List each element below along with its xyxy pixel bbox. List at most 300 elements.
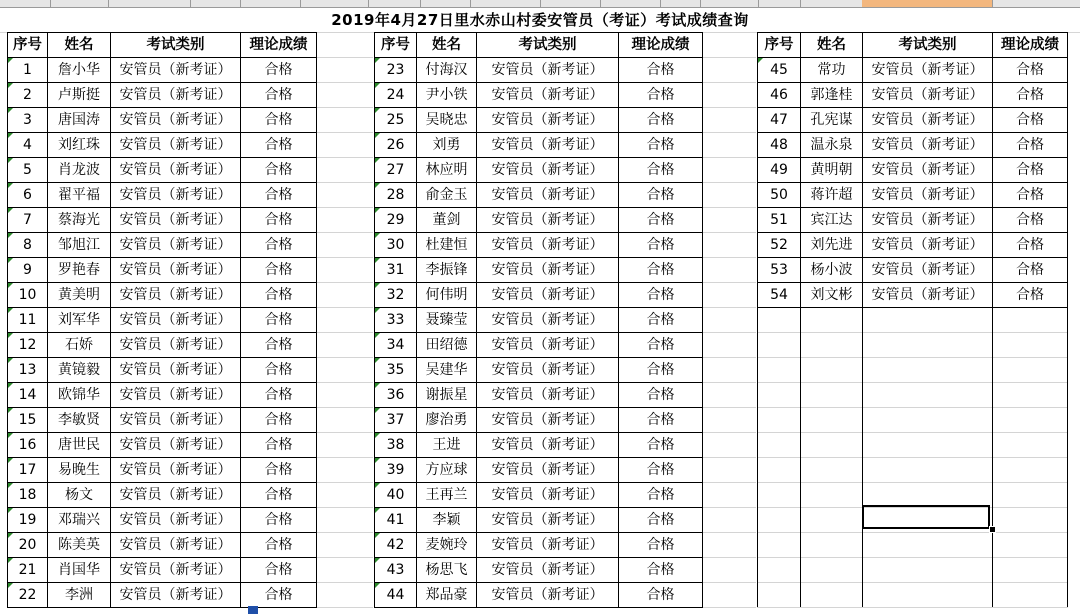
table-cell-score[interactable]: 合格 <box>646 412 675 428</box>
table-cell-score[interactable]: 合格 <box>646 312 675 328</box>
table-cell-name[interactable]: 麦婉玲 <box>425 537 468 553</box>
table-cell-type[interactable]: 安管员（新考证） <box>119 312 232 328</box>
table-cell-seq[interactable]: 24 <box>386 87 405 103</box>
table-cell-type[interactable]: 安管员（新考证） <box>491 387 604 403</box>
table-cell-seq[interactable]: 42 <box>386 537 405 553</box>
table-cell-name[interactable]: 肖龙波 <box>58 162 100 178</box>
table-cell-type[interactable]: 安管员（新考证） <box>491 212 604 228</box>
table-cell-type[interactable]: 安管员（新考证） <box>491 337 604 353</box>
title-row <box>0 8 1080 33</box>
table-cell-name[interactable]: 杨文 <box>65 487 93 503</box>
header-type: 考试类别 <box>898 37 957 53</box>
table-cell-score[interactable]: 合格 <box>646 237 675 253</box>
table-cell-type[interactable]: 安管员（新考证） <box>871 287 984 303</box>
column-header-divider <box>50 0 51 7</box>
table-cell-seq[interactable]: 34 <box>386 337 405 353</box>
gridline <box>703 232 756 233</box>
table-cell-type[interactable]: 安管员（新考证） <box>119 587 232 603</box>
table-cell-name[interactable]: 刘文彬 <box>810 287 853 303</box>
table-cell-score[interactable]: 合格 <box>264 537 293 553</box>
column-header-divider <box>190 0 191 7</box>
table-cell-score[interactable]: 合格 <box>1016 287 1044 303</box>
table-cell-seq[interactable]: 9 <box>23 262 32 278</box>
table-cell-type[interactable]: 安管员（新考证） <box>119 62 232 78</box>
fill-handle[interactable] <box>989 526 996 533</box>
table-cell-type[interactable]: 安管员（新考证） <box>119 412 232 428</box>
table-cell-name[interactable]: 何伟明 <box>425 287 468 303</box>
gridline <box>703 157 756 158</box>
number-as-text-indicator-icon <box>8 233 13 238</box>
table-cell-seq[interactable]: 30 <box>386 237 405 253</box>
table-cell-type[interactable]: 安管员（新考证） <box>119 537 232 553</box>
table-cell-score[interactable]: 合格 <box>264 112 293 128</box>
table-cell-score[interactable]: 合格 <box>646 212 675 228</box>
table-cell-name[interactable]: 王再兰 <box>425 487 468 503</box>
table-cell-type[interactable]: 安管员（新考证） <box>119 487 232 503</box>
table-cell-name[interactable]: 石娇 <box>65 337 93 353</box>
selected-column-header[interactable] <box>862 0 992 7</box>
table-cell-type[interactable]: 安管员（新考证） <box>119 462 232 478</box>
table-cell-name[interactable]: 蒋许超 <box>810 187 853 203</box>
header-score: 理论成绩 <box>1001 37 1059 53</box>
gridline <box>703 457 756 458</box>
table-cell-seq[interactable]: 41 <box>386 512 405 528</box>
table-cell-type[interactable]: 安管员（新考证） <box>871 87 984 103</box>
table-cell-seq[interactable]: 38 <box>386 437 405 453</box>
gridline <box>317 182 373 183</box>
table-cell-type[interactable]: 安管员（新考证） <box>491 512 604 528</box>
table-cell-name[interactable]: 吴晓忠 <box>425 112 468 128</box>
number-as-text-indicator-icon <box>8 83 13 88</box>
table-cell-type[interactable]: 安管员（新考证） <box>119 287 232 303</box>
table-cell-name[interactable]: 刘勇 <box>432 137 461 153</box>
table-cell-seq[interactable]: 15 <box>18 412 37 428</box>
table-cell-seq[interactable]: 37 <box>386 412 405 428</box>
table-cell-name[interactable]: 杨思飞 <box>425 562 468 578</box>
table-cell-name[interactable]: 常功 <box>817 62 846 78</box>
column-header-divider <box>368 0 369 7</box>
row-border <box>757 357 1068 358</box>
row-border <box>757 607 1068 608</box>
row-border <box>757 407 1068 408</box>
table-cell-score[interactable]: 合格 <box>646 362 675 378</box>
table-cell-type[interactable]: 安管员（新考证） <box>871 62 984 78</box>
table-cell-seq[interactable]: 21 <box>18 562 37 578</box>
table-cell-score[interactable]: 合格 <box>264 512 293 528</box>
number-as-text-indicator-icon <box>8 358 13 363</box>
table-cell-type[interactable]: 安管员（新考证） <box>119 262 232 278</box>
table-cell-seq[interactable]: 26 <box>386 137 405 153</box>
table-cell-seq[interactable]: 35 <box>386 362 405 378</box>
table-cell-score[interactable]: 合格 <box>646 387 675 403</box>
table-cell-name[interactable]: 卢斯挺 <box>58 87 100 103</box>
table-cell-type[interactable]: 安管员（新考证） <box>119 387 232 403</box>
table-cell-seq[interactable]: 47 <box>770 112 788 128</box>
column-border <box>702 32 703 607</box>
number-as-text-indicator-icon <box>375 558 380 563</box>
table-cell-seq[interactable]: 43 <box>386 562 405 578</box>
column-header-divider <box>700 0 701 7</box>
table-cell-seq[interactable]: 48 <box>770 137 788 153</box>
gridline <box>317 82 373 83</box>
number-as-text-indicator-icon <box>8 458 13 463</box>
gridline <box>703 32 756 33</box>
table-cell-score[interactable]: 合格 <box>264 412 293 428</box>
gridline <box>703 182 756 183</box>
table-cell-score[interactable]: 合格 <box>264 187 293 203</box>
table-cell-type[interactable]: 安管员（新考证） <box>491 62 604 78</box>
table-cell-seq[interactable]: 45 <box>770 62 788 78</box>
table-cell-score[interactable]: 合格 <box>1016 87 1044 103</box>
table-cell-type[interactable]: 安管员（新考证） <box>119 212 232 228</box>
gridline <box>703 82 756 83</box>
table-cell-seq[interactable]: 17 <box>18 462 37 478</box>
table-cell-score[interactable]: 合格 <box>264 462 293 478</box>
column-border <box>1067 32 1068 607</box>
table-cell-type[interactable]: 安管员（新考证） <box>871 262 984 278</box>
table-cell-seq[interactable]: 6 <box>23 187 32 203</box>
table-cell-seq[interactable]: 10 <box>18 287 37 303</box>
table-cell-score[interactable]: 合格 <box>1016 237 1044 253</box>
table-cell-name[interactable]: 付海汉 <box>425 62 468 78</box>
table-cell-name[interactable]: 李敏贤 <box>58 412 100 428</box>
table-cell-type[interactable]: 安管员（新考证） <box>119 87 232 103</box>
table-cell-type[interactable]: 安管员（新考证） <box>119 437 232 453</box>
table-cell-score[interactable]: 合格 <box>264 162 293 178</box>
gridline <box>317 532 373 533</box>
table-cell-name[interactable]: 罗艳春 <box>58 262 100 278</box>
table-cell-seq[interactable]: 32 <box>386 287 405 303</box>
gridline <box>317 507 373 508</box>
table-cell-seq[interactable]: 39 <box>386 462 405 478</box>
gridline <box>317 407 373 408</box>
number-as-text-indicator-icon <box>8 383 13 388</box>
table-cell-seq[interactable]: 40 <box>386 487 405 503</box>
table-cell-score[interactable]: 合格 <box>646 287 675 303</box>
table-cell-type[interactable]: 安管员（新考证） <box>871 212 984 228</box>
table-cell-type[interactable]: 安管员（新考证） <box>871 237 984 253</box>
table-cell-score[interactable]: 合格 <box>646 587 675 603</box>
table-cell-type[interactable]: 安管员（新考证） <box>119 112 232 128</box>
header-seq: 序号 <box>381 37 410 53</box>
table-cell-score[interactable]: 合格 <box>264 287 293 303</box>
number-as-text-indicator-icon <box>8 333 13 338</box>
table-cell-name[interactable]: 邓瑞兴 <box>58 512 100 528</box>
table-cell-score[interactable]: 合格 <box>264 212 293 228</box>
table-cell-type[interactable]: 安管员（新考证） <box>491 287 604 303</box>
table-cell-type[interactable]: 安管员（新考证） <box>119 237 232 253</box>
number-as-text-indicator-icon <box>758 58 763 63</box>
number-as-text-indicator-icon <box>8 283 13 288</box>
table-cell-name[interactable]: 邹旭江 <box>58 237 100 253</box>
table-cell-name[interactable]: 李振锋 <box>425 262 468 278</box>
header-type: 考试类别 <box>146 37 205 53</box>
gridline <box>317 257 373 258</box>
table-cell-score[interactable]: 合格 <box>646 62 675 78</box>
table-cell-score[interactable]: 合格 <box>264 387 293 403</box>
table-cell-name[interactable]: 黄明朝 <box>810 162 853 178</box>
table-cell-score[interactable]: 合格 <box>646 337 675 353</box>
gridline <box>703 557 756 558</box>
table-cell-score[interactable]: 合格 <box>264 587 293 603</box>
number-as-text-indicator-icon <box>375 408 380 413</box>
table-cell-type[interactable]: 安管员（新考证） <box>871 187 984 203</box>
table-cell-score[interactable]: 合格 <box>264 62 293 78</box>
table-cell-name[interactable]: 谢振星 <box>425 387 468 403</box>
table-cell-seq[interactable]: 4 <box>23 137 32 153</box>
gridline <box>317 32 373 33</box>
table-cell-score[interactable]: 合格 <box>1016 187 1044 203</box>
table-cell-name[interactable]: 欧锦华 <box>58 387 100 403</box>
table-cell-seq[interactable]: 29 <box>386 212 405 228</box>
table-cell-name[interactable]: 董剑 <box>432 212 461 228</box>
table-cell-name[interactable]: 聂臻莹 <box>425 312 468 328</box>
table-cell-seq[interactable]: 13 <box>18 362 37 378</box>
table-cell-score[interactable]: 合格 <box>1016 212 1044 228</box>
table-cell-score[interactable]: 合格 <box>646 512 675 528</box>
row-border <box>757 557 1068 558</box>
table-cell-score[interactable]: 合格 <box>1016 62 1044 78</box>
table-cell-seq[interactable]: 52 <box>770 237 788 253</box>
table-cell-seq[interactable]: 3 <box>23 112 32 128</box>
number-as-text-indicator-icon <box>8 558 13 563</box>
table-cell-score[interactable]: 合格 <box>264 487 293 503</box>
row-border <box>757 457 1068 458</box>
table-cell-type[interactable]: 安管员（新考证） <box>119 362 232 378</box>
table-cell-type[interactable]: 安管员（新考证） <box>119 137 232 153</box>
table-cell-type[interactable]: 安管员（新考证） <box>119 187 232 203</box>
gridline <box>703 382 756 383</box>
number-as-text-indicator-icon <box>375 158 380 163</box>
table-cell-name[interactable]: 俞金玉 <box>425 187 468 203</box>
table-cell-name[interactable]: 宾江达 <box>810 212 853 228</box>
gridline <box>317 307 373 308</box>
table-cell-name[interactable]: 易晚生 <box>58 462 100 478</box>
table-cell-name[interactable]: 刘军华 <box>58 312 100 328</box>
table-cell-name[interactable]: 吴建华 <box>425 362 468 378</box>
number-as-text-indicator-icon <box>375 133 380 138</box>
table-cell-seq[interactable]: 18 <box>18 487 37 503</box>
number-as-text-indicator-icon <box>8 158 13 163</box>
gridline <box>317 332 373 333</box>
table-cell-score[interactable]: 合格 <box>646 162 675 178</box>
table-cell-name[interactable]: 廖治勇 <box>425 412 468 428</box>
gridline <box>317 557 373 558</box>
table-cell-seq[interactable]: 44 <box>386 587 405 603</box>
header-name: 姓名 <box>64 37 94 53</box>
table-cell-score[interactable]: 合格 <box>264 362 293 378</box>
table-cell-seq[interactable]: 16 <box>18 437 37 453</box>
table-cell-name[interactable]: 詹小华 <box>58 62 100 78</box>
column-header-divider <box>108 0 109 7</box>
table-cell-score[interactable]: 合格 <box>646 262 675 278</box>
table-cell-type[interactable]: 安管员（新考证） <box>491 262 604 278</box>
selected-cell[interactable] <box>862 505 990 529</box>
column-border <box>316 32 317 607</box>
table-cell-type[interactable]: 安管员（新考证） <box>491 437 604 453</box>
table-cell-seq[interactable]: 22 <box>18 587 37 603</box>
table-cell-type[interactable]: 安管员（新考证） <box>491 487 604 503</box>
table-cell-type[interactable]: 安管员（新考证） <box>491 462 604 478</box>
table-cell-seq[interactable]: 51 <box>770 212 788 228</box>
table-cell-score[interactable]: 合格 <box>264 562 293 578</box>
gridline <box>317 282 373 283</box>
table-cell-type[interactable]: 安管员（新考证） <box>491 87 604 103</box>
table-cell-score[interactable]: 合格 <box>646 462 675 478</box>
number-as-text-indicator-icon <box>8 533 13 538</box>
number-as-text-indicator-icon <box>8 108 13 113</box>
number-as-text-indicator-icon <box>375 183 380 188</box>
number-as-text-indicator-icon <box>8 483 13 488</box>
sheet-title: 2019年4月27日里水赤山村委安管员（考证）考试成绩查询 <box>331 11 749 29</box>
column-header-divider <box>660 0 661 7</box>
table-cell-score[interactable]: 合格 <box>646 87 675 103</box>
table-cell-type[interactable]: 安管员（新考证） <box>119 562 232 578</box>
table-cell-score[interactable]: 合格 <box>646 437 675 453</box>
number-as-text-indicator-icon <box>8 208 13 213</box>
table-cell-score[interactable]: 合格 <box>646 187 675 203</box>
table-cell-name[interactable]: 王进 <box>432 437 461 453</box>
table-cell-score[interactable]: 合格 <box>1016 137 1044 153</box>
number-as-text-indicator-icon <box>375 508 380 513</box>
table-cell-seq[interactable]: 2 <box>23 87 32 103</box>
gridline <box>317 57 373 58</box>
table-cell-name[interactable]: 方应球 <box>425 462 468 478</box>
table-cell-type[interactable]: 安管员（新考证） <box>491 112 604 128</box>
table-cell-name[interactable]: 李洲 <box>65 587 93 603</box>
table-cell-seq[interactable]: 27 <box>386 162 405 178</box>
table-cell-name[interactable]: 李颖 <box>432 512 461 528</box>
table-cell-type[interactable]: 安管员（新考证） <box>491 537 604 553</box>
table-cell-score[interactable]: 合格 <box>646 537 675 553</box>
table-cell-type[interactable]: 安管员（新考证） <box>491 412 604 428</box>
table-cell-type[interactable]: 安管员（新考证） <box>491 162 604 178</box>
table-cell-type[interactable]: 安管员（新考证） <box>491 237 604 253</box>
table-cell-name[interactable]: 杨小波 <box>810 262 853 278</box>
gridline <box>317 432 373 433</box>
table-cell-seq[interactable]: 49 <box>770 162 788 178</box>
table-cell-type[interactable]: 安管员（新考证） <box>119 512 232 528</box>
paste-options-icon[interactable] <box>248 606 258 614</box>
gridline <box>317 382 373 383</box>
table-cell-seq[interactable]: 54 <box>770 287 788 303</box>
table-cell-seq[interactable]: 20 <box>18 537 37 553</box>
table-cell-score[interactable]: 合格 <box>646 137 675 153</box>
table-cell-type[interactable]: 安管员（新考证） <box>491 312 604 328</box>
table-cell-seq[interactable]: 8 <box>23 237 32 253</box>
table-cell-name[interactable]: 郭逢桂 <box>810 87 853 103</box>
table-cell-type[interactable]: 安管员（新考证） <box>119 162 232 178</box>
gridline <box>703 507 756 508</box>
table-cell-seq[interactable]: 25 <box>386 112 405 128</box>
number-as-text-indicator-icon <box>8 58 13 63</box>
table-cell-name[interactable]: 田绍德 <box>425 337 468 353</box>
table-cell-score[interactable]: 合格 <box>264 87 293 103</box>
table-cell-seq[interactable]: 31 <box>386 262 405 278</box>
table-cell-type[interactable]: 安管员（新考证） <box>491 187 604 203</box>
table-cell-name[interactable]: 黄镜毅 <box>58 362 100 378</box>
table-cell-name[interactable]: 唐国涛 <box>58 112 100 128</box>
table-cell-type[interactable]: 安管员（新考证） <box>491 362 604 378</box>
table-cell-type[interactable]: 安管员（新考证） <box>491 562 604 578</box>
table-cell-type[interactable]: 安管员（新考证） <box>119 337 232 353</box>
table-cell-type[interactable]: 安管员（新考证） <box>491 587 604 603</box>
table-cell-name[interactable]: 郑品豪 <box>425 587 468 603</box>
table-cell-seq[interactable]: 7 <box>23 212 32 228</box>
row-border <box>757 432 1068 433</box>
table-cell-name[interactable]: 唐世民 <box>58 437 100 453</box>
table-cell-type[interactable]: 安管员（新考证） <box>871 112 984 128</box>
table-cell-name[interactable]: 刘红珠 <box>58 137 100 153</box>
table-cell-seq[interactable]: 33 <box>386 312 405 328</box>
header-type: 考试类别 <box>518 37 577 53</box>
header-seq: 序号 <box>764 37 794 53</box>
table-cell-name[interactable]: 孔宪谋 <box>810 112 853 128</box>
table-cell-seq[interactable]: 50 <box>770 187 788 203</box>
gridline <box>317 357 373 358</box>
table-cell-name[interactable]: 温永泉 <box>810 137 853 153</box>
table-cell-score[interactable]: 合格 <box>264 312 293 328</box>
table-cell-score[interactable]: 合格 <box>264 437 293 453</box>
table-cell-name[interactable]: 黄美明 <box>58 287 100 303</box>
table-cell-name[interactable]: 蔡海光 <box>58 212 100 228</box>
table-cell-score[interactable]: 合格 <box>264 337 293 353</box>
table-cell-seq[interactable]: 36 <box>386 387 405 403</box>
row-border <box>757 332 1068 333</box>
table-cell-type[interactable]: 安管员（新考证） <box>871 137 984 153</box>
table-cell-score[interactable]: 合格 <box>264 237 293 253</box>
table-cell-seq[interactable]: 12 <box>18 337 37 353</box>
header-seq: 序号 <box>13 37 42 53</box>
table-cell-score[interactable]: 合格 <box>646 487 675 503</box>
table-cell-score[interactable]: 合格 <box>646 112 675 128</box>
table-cell-score[interactable]: 合格 <box>1016 112 1044 128</box>
table-cell-seq[interactable]: 46 <box>770 87 788 103</box>
table-cell-name[interactable]: 林应明 <box>425 162 468 178</box>
table-cell-name[interactable]: 陈美英 <box>58 537 100 553</box>
number-as-text-indicator-icon <box>375 233 380 238</box>
table-cell-name[interactable]: 刘先进 <box>810 237 853 253</box>
table-cell-name[interactable]: 尹小铁 <box>425 87 468 103</box>
table-cell-name[interactable]: 肖国华 <box>58 562 100 578</box>
table-cell-score[interactable]: 合格 <box>1016 262 1044 278</box>
column-header-bar[interactable] <box>0 0 1080 8</box>
table-cell-seq[interactable]: 53 <box>770 262 788 278</box>
table-cell-seq[interactable]: 1 <box>23 62 32 78</box>
number-as-text-indicator-icon <box>8 258 13 263</box>
table-cell-seq[interactable]: 11 <box>18 312 37 328</box>
column-header-divider <box>420 0 421 7</box>
table-cell-score[interactable]: 合格 <box>1016 162 1044 178</box>
table-cell-score[interactable]: 合格 <box>646 562 675 578</box>
table-cell-type[interactable]: 安管员（新考证） <box>871 162 984 178</box>
table-cell-seq[interactable]: 23 <box>386 62 405 78</box>
table-cell-score[interactable]: 合格 <box>264 262 293 278</box>
table-cell-seq[interactable]: 14 <box>18 387 37 403</box>
row-border <box>757 582 1068 583</box>
number-as-text-indicator-icon <box>375 208 380 213</box>
table-cell-seq[interactable]: 19 <box>18 512 37 528</box>
table-cell-name[interactable]: 杜建恒 <box>425 237 468 253</box>
column-header-divider <box>800 0 801 7</box>
table-cell-seq[interactable]: 5 <box>23 162 32 178</box>
table-cell-type[interactable]: 安管员（新考证） <box>491 137 604 153</box>
number-as-text-indicator-icon <box>375 308 380 313</box>
number-as-text-indicator-icon <box>375 433 380 438</box>
table-cell-name[interactable]: 翟平福 <box>58 187 100 203</box>
table-cell-seq[interactable]: 28 <box>386 187 405 203</box>
table-cell-score[interactable]: 合格 <box>264 137 293 153</box>
